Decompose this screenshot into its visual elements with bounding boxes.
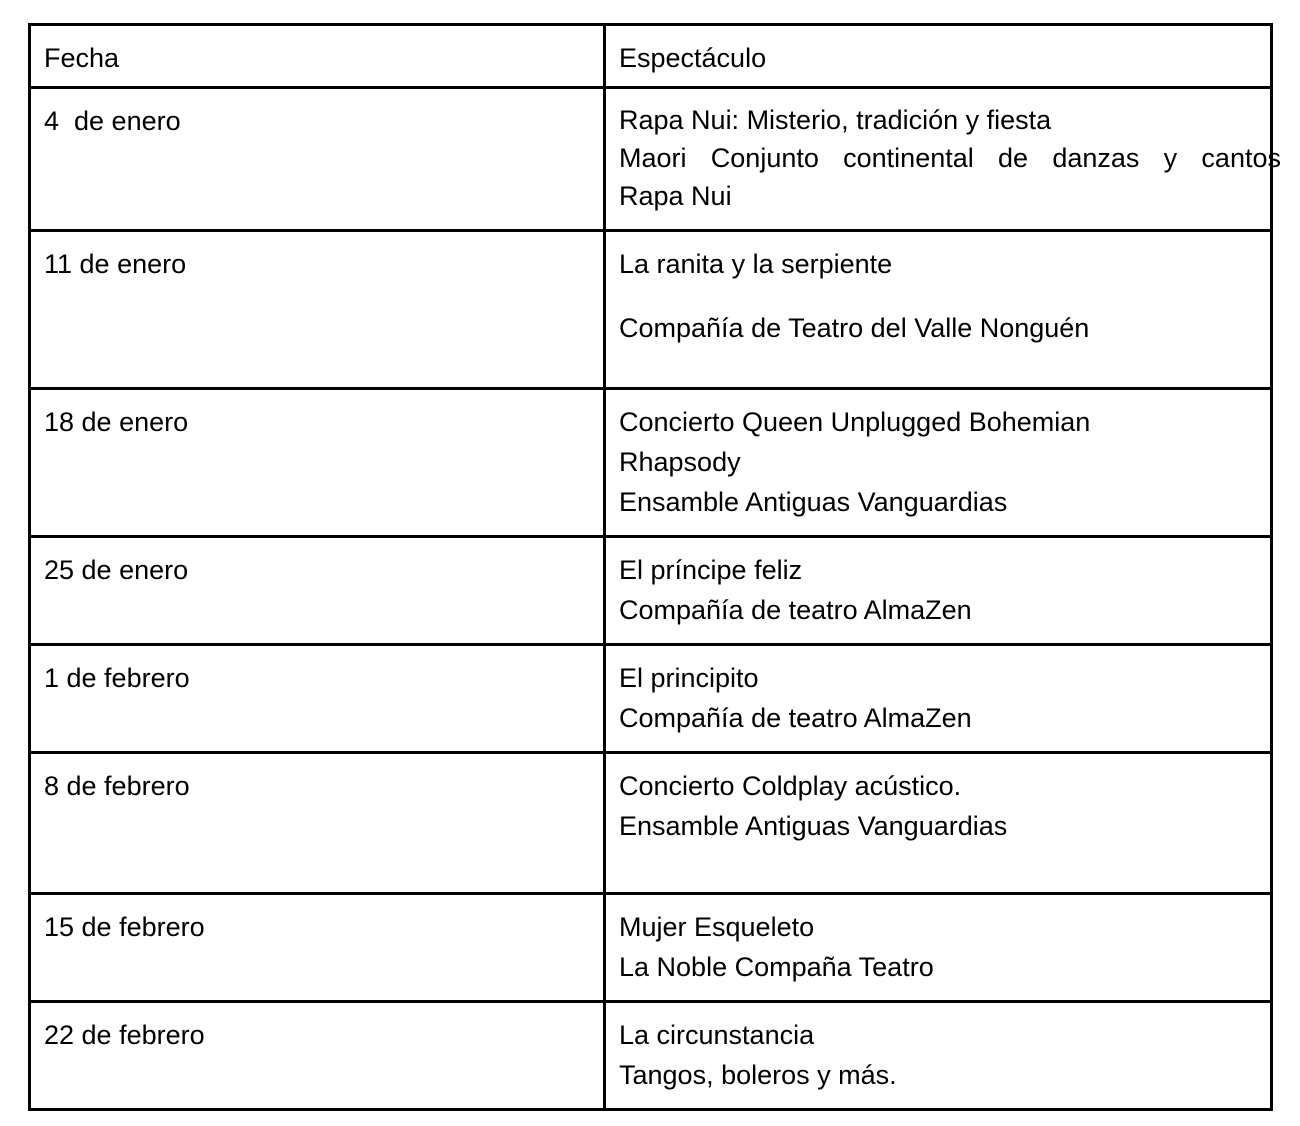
show-title-cont: Rhapsody — [619, 447, 741, 477]
show-cell — [605, 389, 1272, 537]
date-cell — [30, 894, 605, 1002]
show-title: El príncipe feliz — [619, 555, 803, 585]
show-title: Concierto Coldplay acústico. — [619, 771, 962, 801]
date-text: 22 de febrero — [44, 1020, 205, 1050]
show-company: Ensamble Antiguas Vanguardias — [619, 811, 1008, 841]
show-company-cont: Rapa Nui — [619, 181, 732, 211]
table-row — [30, 645, 1272, 753]
date-cell — [30, 537, 605, 645]
show-title: Rapa Nui: Misterio, tradición y fiesta — [619, 105, 1052, 135]
date-text: 18 de enero — [44, 407, 189, 437]
show-company: Maori Conjunto continental de danzas y cantos — [619, 143, 1281, 173]
table-header-row — [30, 25, 1272, 88]
date-text: 11 de enero — [44, 249, 187, 279]
show-company: Compañía de teatro AlmaZen — [619, 595, 972, 625]
date-text: 25 de enero — [44, 555, 189, 585]
show-company: Tangos, boleros y más. — [619, 1060, 897, 1090]
show-company: La Noble Compaña Teatro — [619, 952, 934, 982]
header-show-label: Espectáculo — [619, 43, 767, 73]
date-cell — [30, 231, 605, 389]
schedule-table — [28, 23, 1281, 1111]
table-row — [30, 537, 1272, 645]
show-cell — [605, 753, 1272, 894]
date-text: 4 de enero — [44, 106, 181, 136]
header-date — [30, 25, 605, 88]
date-cell — [30, 645, 605, 753]
date-cell — [30, 753, 605, 894]
show-company: Compañía de teatro AlmaZen — [619, 703, 972, 733]
table-row — [30, 894, 1272, 1002]
date-cell — [30, 389, 605, 537]
show-cell — [605, 537, 1272, 645]
date-text: 1 de febrero — [44, 663, 190, 693]
date-cell — [30, 88, 605, 231]
show-company: Compañía de Teatro del Valle Nonguén — [619, 313, 1090, 343]
show-cell — [605, 894, 1272, 1002]
show-company: Ensamble Antiguas Vanguardias — [619, 487, 1008, 517]
show-title: Concierto Queen Unplugged Bohemian — [619, 407, 1091, 437]
header-date-label: Fecha — [44, 43, 120, 73]
show-cell — [605, 645, 1272, 753]
show-cell — [605, 88, 1281, 231]
show-title: La ranita y la serpiente — [619, 249, 893, 279]
show-cell — [605, 1002, 1272, 1110]
date-text: 8 de febrero — [44, 771, 190, 801]
show-title: Mujer Esqueleto — [619, 912, 815, 942]
date-cell — [30, 1002, 605, 1110]
table-row — [30, 231, 1272, 389]
table-row — [30, 88, 1272, 231]
show-title: La circunstancia — [619, 1020, 815, 1050]
show-title: El principito — [619, 663, 759, 693]
table-row — [30, 753, 1272, 894]
date-text: 15 de febrero — [44, 912, 205, 942]
show-cell — [605, 231, 1272, 389]
table-row — [30, 1002, 1272, 1110]
table-row — [30, 389, 1272, 537]
header-show — [605, 25, 1272, 88]
